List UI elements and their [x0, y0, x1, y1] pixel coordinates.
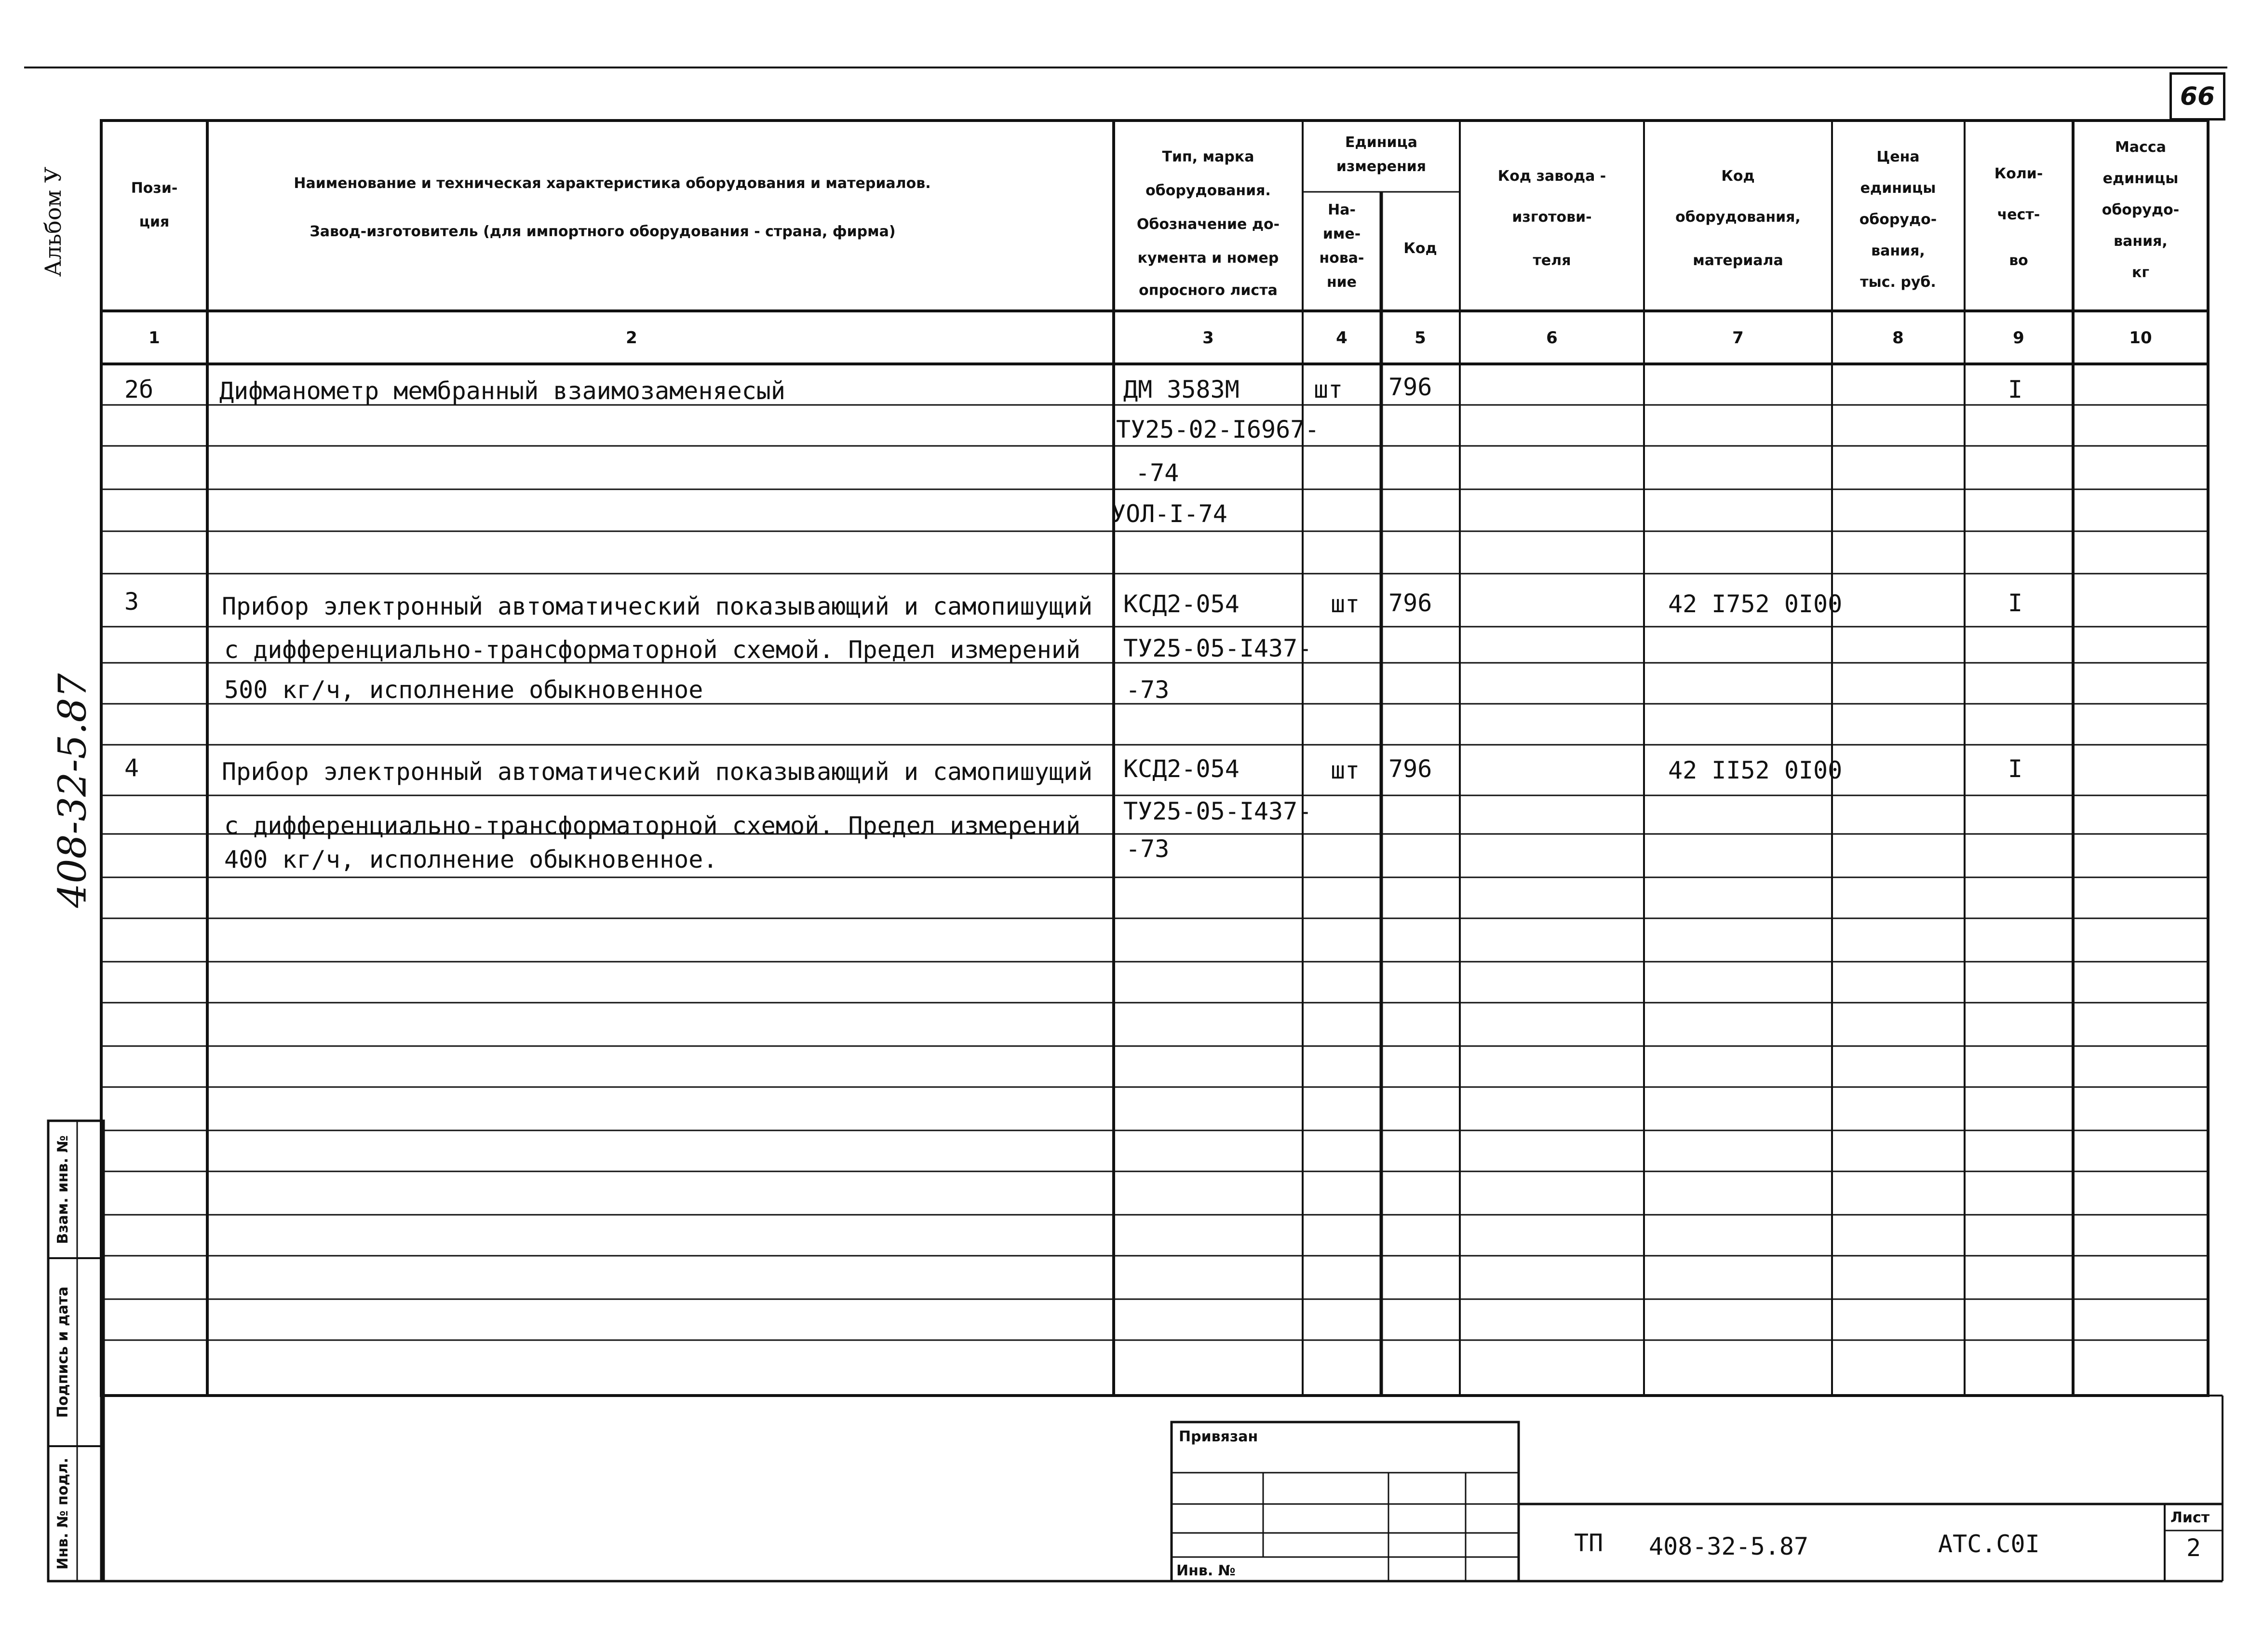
table-row-item-3 — [124, 588, 2022, 704]
header-col4-line1: На- — [1328, 201, 1356, 218]
header-col9-line1: Коли- — [1994, 165, 2043, 182]
table-row-item-4 — [124, 754, 2022, 873]
column-number: 7 — [1732, 328, 1744, 348]
header-col8-line3: оборудо- — [1859, 211, 1937, 228]
stamp-atc-code: АТС.С0I — [1938, 1530, 2040, 1558]
header-col3-line3: Обозначение до- — [1136, 216, 1280, 233]
stamp-inv-label: Инв. № — [1176, 1562, 1236, 1579]
item-name-line: 400 кг/ч, исполнение обыкновенное. — [224, 846, 718, 873]
column-number: 10 — [2129, 328, 2152, 348]
item-unit: шт — [1314, 376, 1343, 403]
column-number: 8 — [1892, 328, 1904, 348]
side-label-inv: Инв. № подл. — [54, 1457, 71, 1570]
item-type-line: ТУ25-05-I437- — [1123, 634, 1312, 662]
header-col6-line1: Код завода - — [1497, 168, 1606, 185]
item-type-line: ТУ25-05-I437- — [1123, 797, 1312, 825]
header-col10-line1: Масса — [2115, 139, 2166, 156]
header-col7-line2: оборудования, — [1675, 209, 1801, 226]
table-header — [131, 134, 2180, 299]
stamp-doc-code: 408-32-5.87 — [1649, 1532, 1809, 1560]
header-col5: Код — [1403, 240, 1437, 257]
item-position: 2б — [124, 376, 154, 403]
header-col4-line4: ние — [1326, 274, 1357, 291]
header-col1-line2: ция — [139, 214, 170, 230]
column-number: 9 — [2013, 328, 2024, 348]
stamp-tp: ТП — [1574, 1529, 1603, 1557]
item-name-line: 500 кг/ч, исполнение обыкновенное — [224, 676, 703, 704]
item-type-line: -73 — [1126, 676, 1170, 704]
header-col1-line1: Пози- — [131, 180, 178, 197]
header-col6-line2: изготови- — [1512, 209, 1592, 226]
item-unit-code: 796 — [1388, 589, 1432, 617]
header-unit-group-line2: измерения — [1336, 158, 1427, 175]
header-col9-line2: чест- — [1997, 206, 2040, 223]
item-type-line: -74 — [1135, 459, 1179, 487]
item-equipment-code: 42 I752 0I00 — [1668, 590, 1843, 618]
album-label: Альбом У — [40, 166, 66, 277]
header-col10-line2: единицы — [2102, 170, 2179, 187]
header-col3-line1: Тип, марка — [1162, 148, 1254, 165]
header-col2-line1: Наименование и техническая характеристика оборудования и материалов. — [294, 175, 931, 192]
item-name-line: Прибор электронный автоматический показывающий и самопишущий — [222, 758, 1093, 786]
item-quantity: I — [2008, 376, 2023, 403]
side-label-vzam: Взам. инв. № — [54, 1135, 71, 1244]
item-unit: шт — [1331, 590, 1360, 618]
header-col7-line3: материала — [1693, 252, 1783, 269]
item-type-line: ДМ 3583М — [1123, 376, 1240, 403]
header-unit-group-line1: Единица — [1345, 134, 1417, 151]
item-type-line: КСД2-054 — [1123, 590, 1240, 618]
item-type-line: УОЛ-I-74 — [1111, 500, 1227, 528]
stamp-list-number: 2 — [2186, 1534, 2201, 1562]
item-unit-code: 796 — [1388, 373, 1432, 401]
header-col3-line4: кумента и номер — [1137, 250, 1279, 267]
header-col9-line3: во — [2009, 252, 2028, 269]
header-col7-line1: Код — [1721, 168, 1755, 185]
side-label-podpis: Подпись и дата — [54, 1286, 71, 1418]
header-col8-line1: Цена — [1876, 148, 1920, 165]
header-col8-line4: вания, — [1871, 242, 1925, 259]
column-number: 3 — [1202, 328, 1214, 348]
header-col3-line2: оборудования. — [1145, 182, 1271, 199]
item-name-line: Дифманометр мембранный взаимозаменяесый — [219, 377, 785, 405]
item-type-line: ТУ25-02-I6967- — [1116, 416, 1320, 443]
item-position: 4 — [124, 754, 139, 782]
header-col4-line2: име- — [1322, 226, 1361, 242]
header-col4-line3: нова- — [1319, 250, 1364, 267]
item-position: 3 — [124, 588, 139, 616]
item-type-line: -73 — [1126, 835, 1170, 863]
column-number: 2 — [626, 328, 637, 348]
header-col8-line2: единицы — [1860, 180, 1936, 197]
column-number: 6 — [1546, 328, 1558, 348]
handwritten-code: 408-32-5.87 — [50, 673, 95, 908]
column-number: 4 — [1336, 328, 1347, 348]
column-number: 1 — [148, 328, 160, 348]
item-name-line: с дифференциально-трансформаторной схемой. Предел измерений — [224, 636, 1081, 664]
item-quantity: I — [2008, 589, 2023, 617]
sheet-corner-number: 66 — [2169, 72, 2225, 121]
header-col3-line5: опросного листа — [1139, 282, 1278, 299]
item-unit: шт — [1331, 756, 1360, 784]
header-col6-line3: теля — [1533, 252, 1571, 269]
header-col8-line5: тыс. руб. — [1860, 274, 1936, 291]
table-row-item-2b — [124, 373, 2022, 528]
item-name-line: с дифференциально-трансформаторной схемой. Предел измерений — [224, 812, 1081, 840]
stamp-list-label: Лист — [2170, 1509, 2210, 1526]
column-numbers — [148, 328, 2152, 348]
header-col10-line3: оборудо- — [2102, 201, 2180, 218]
header-col2-line2: Завод-изготовитель (для импортного оборудования - страна, фирма) — [310, 223, 896, 240]
item-type-line: КСД2-054 — [1123, 755, 1240, 783]
header-col10-line5: кг — [2131, 264, 2150, 281]
item-unit-code: 796 — [1388, 755, 1432, 783]
header-col10-line4: вания, — [2114, 233, 2168, 250]
title-block — [101, 1396, 2223, 1581]
stamp-privyazan-label: Привязан — [1179, 1428, 1258, 1445]
item-quantity: I — [2008, 755, 2023, 783]
column-number: 5 — [1415, 328, 1426, 348]
item-equipment-code: 42 II52 0I00 — [1668, 756, 1843, 784]
item-name-line: Прибор электронный автоматический показывающий и самопишущий — [222, 592, 1093, 620]
